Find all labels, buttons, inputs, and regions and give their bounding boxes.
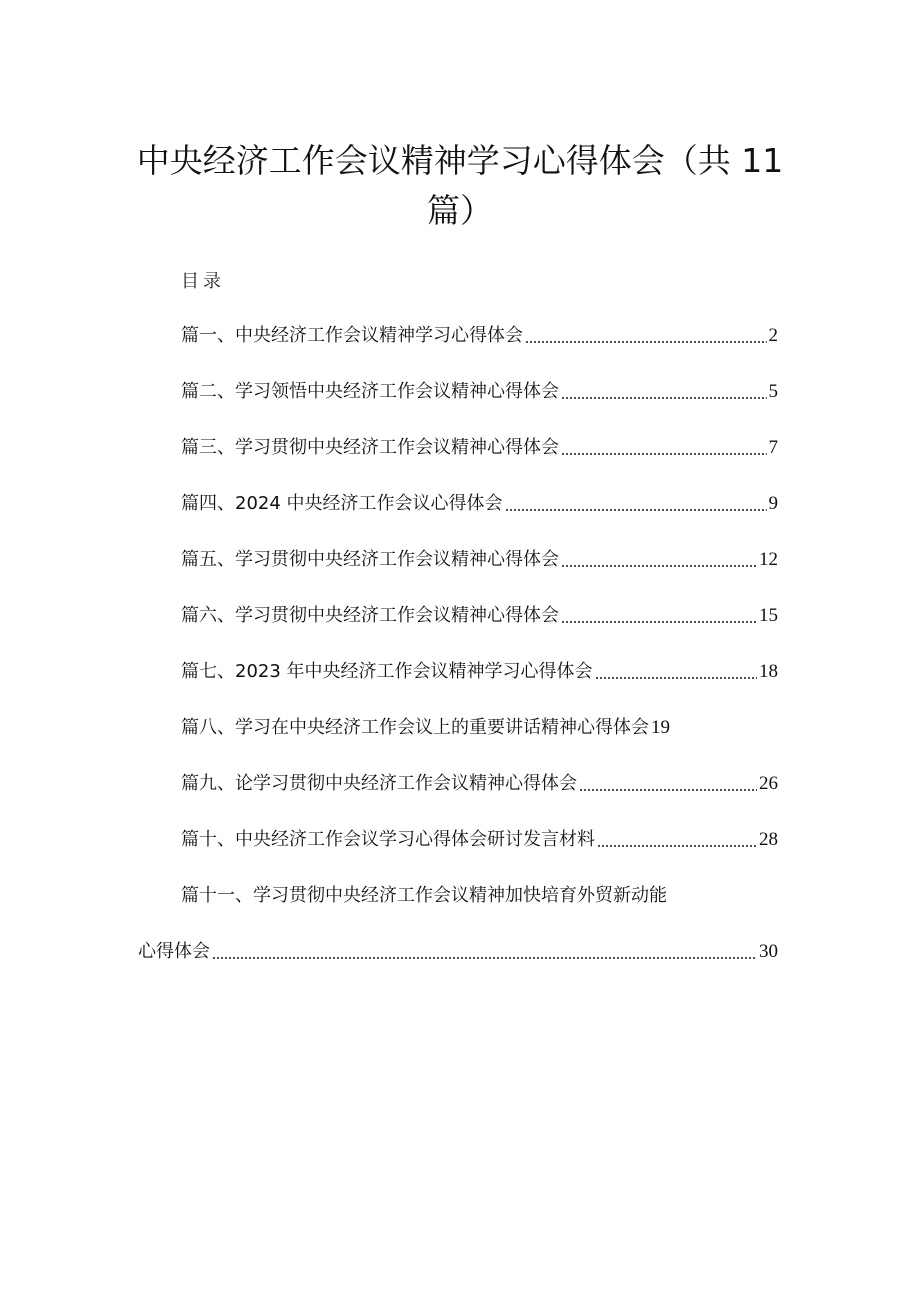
toc-entry-4[interactable] bbox=[181, 489, 778, 519]
toc-page-number: 7 bbox=[768, 437, 778, 458]
toc-page-number: 12 bbox=[759, 549, 778, 570]
toc-leader-dots bbox=[212, 957, 757, 959]
toc-entry-label: 篇四、2024 中央经济工作会议心得体会 bbox=[181, 493, 503, 514]
toc-page-number: 26 bbox=[759, 773, 778, 794]
toc-leader-dots bbox=[597, 845, 757, 847]
toc-page-number: 28 bbox=[759, 829, 778, 850]
toc-entry-label: 篇五、学习贯彻中央经济工作会议精神心得体会 bbox=[181, 549, 559, 570]
toc-leader-dots bbox=[505, 509, 767, 511]
toc-entry-11-line1[interactable]: 篇十一、学习贯彻中央经济工作会议精神加快培育外贸新动能 bbox=[181, 885, 667, 906]
toc-entry-label: 篇二、学习领悟中央经济工作会议精神心得体会 bbox=[181, 381, 559, 402]
document-title-line1: 中央经济工作会议精神学习心得体会（共 11 bbox=[136, 141, 784, 180]
toc-page-number: 2 bbox=[768, 325, 778, 346]
toc-page-number: 5 bbox=[768, 381, 778, 402]
toc-leader-dots bbox=[561, 621, 757, 623]
toc-leader-dots bbox=[579, 789, 757, 791]
toc-entry-7[interactable] bbox=[181, 657, 778, 687]
toc-entry-1[interactable] bbox=[181, 321, 778, 351]
toc-entry-label: 篇八、学习在中央经济工作会议上的重要讲话精神心得体会 bbox=[181, 717, 649, 738]
toc-entry-label: 篇七、2023 年中央经济工作会议精神学习心得体会 bbox=[181, 661, 593, 682]
toc-leader-dots bbox=[561, 565, 757, 567]
toc-entry-6[interactable] bbox=[181, 601, 778, 631]
toc-entry-5[interactable] bbox=[181, 545, 778, 575]
document-title-line2: 篇） bbox=[427, 191, 493, 230]
toc-heading: 目录 bbox=[181, 271, 225, 292]
toc-entry-3[interactable] bbox=[181, 433, 778, 463]
toc-entry-label: 篇六、学习贯彻中央经济工作会议精神心得体会 bbox=[181, 605, 559, 626]
toc-leader-dots bbox=[561, 397, 767, 399]
toc-leader-dots bbox=[595, 677, 757, 679]
toc-leader-dots bbox=[525, 341, 767, 343]
toc-page-number: 15 bbox=[759, 605, 778, 626]
toc-entry-10[interactable] bbox=[181, 825, 778, 855]
toc-page-number: 30 bbox=[759, 941, 778, 962]
toc-entry-label: 篇三、学习贯彻中央经济工作会议精神心得体会 bbox=[181, 437, 559, 458]
toc-page-number: 18 bbox=[759, 661, 778, 682]
toc-entry-label: 篇十、中央经济工作会议学习心得体会研讨发言材料 bbox=[181, 829, 595, 850]
toc-page-number: 19 bbox=[651, 717, 670, 738]
toc-entry-label: 篇九、论学习贯彻中央经济工作会议精神心得体会 bbox=[181, 773, 577, 794]
toc-entry-label: 心得体会 bbox=[138, 941, 210, 962]
toc-leader-dots bbox=[561, 453, 767, 455]
toc-entry-9[interactable] bbox=[181, 769, 778, 799]
toc-page-number: 9 bbox=[768, 493, 778, 514]
toc-entry-11-line2[interactable] bbox=[138, 937, 778, 967]
toc-entry-2[interactable] bbox=[181, 377, 778, 407]
toc-entry-label: 篇一、中央经济工作会议精神学习心得体会 bbox=[181, 325, 523, 346]
toc-entry-8[interactable] bbox=[181, 713, 670, 743]
